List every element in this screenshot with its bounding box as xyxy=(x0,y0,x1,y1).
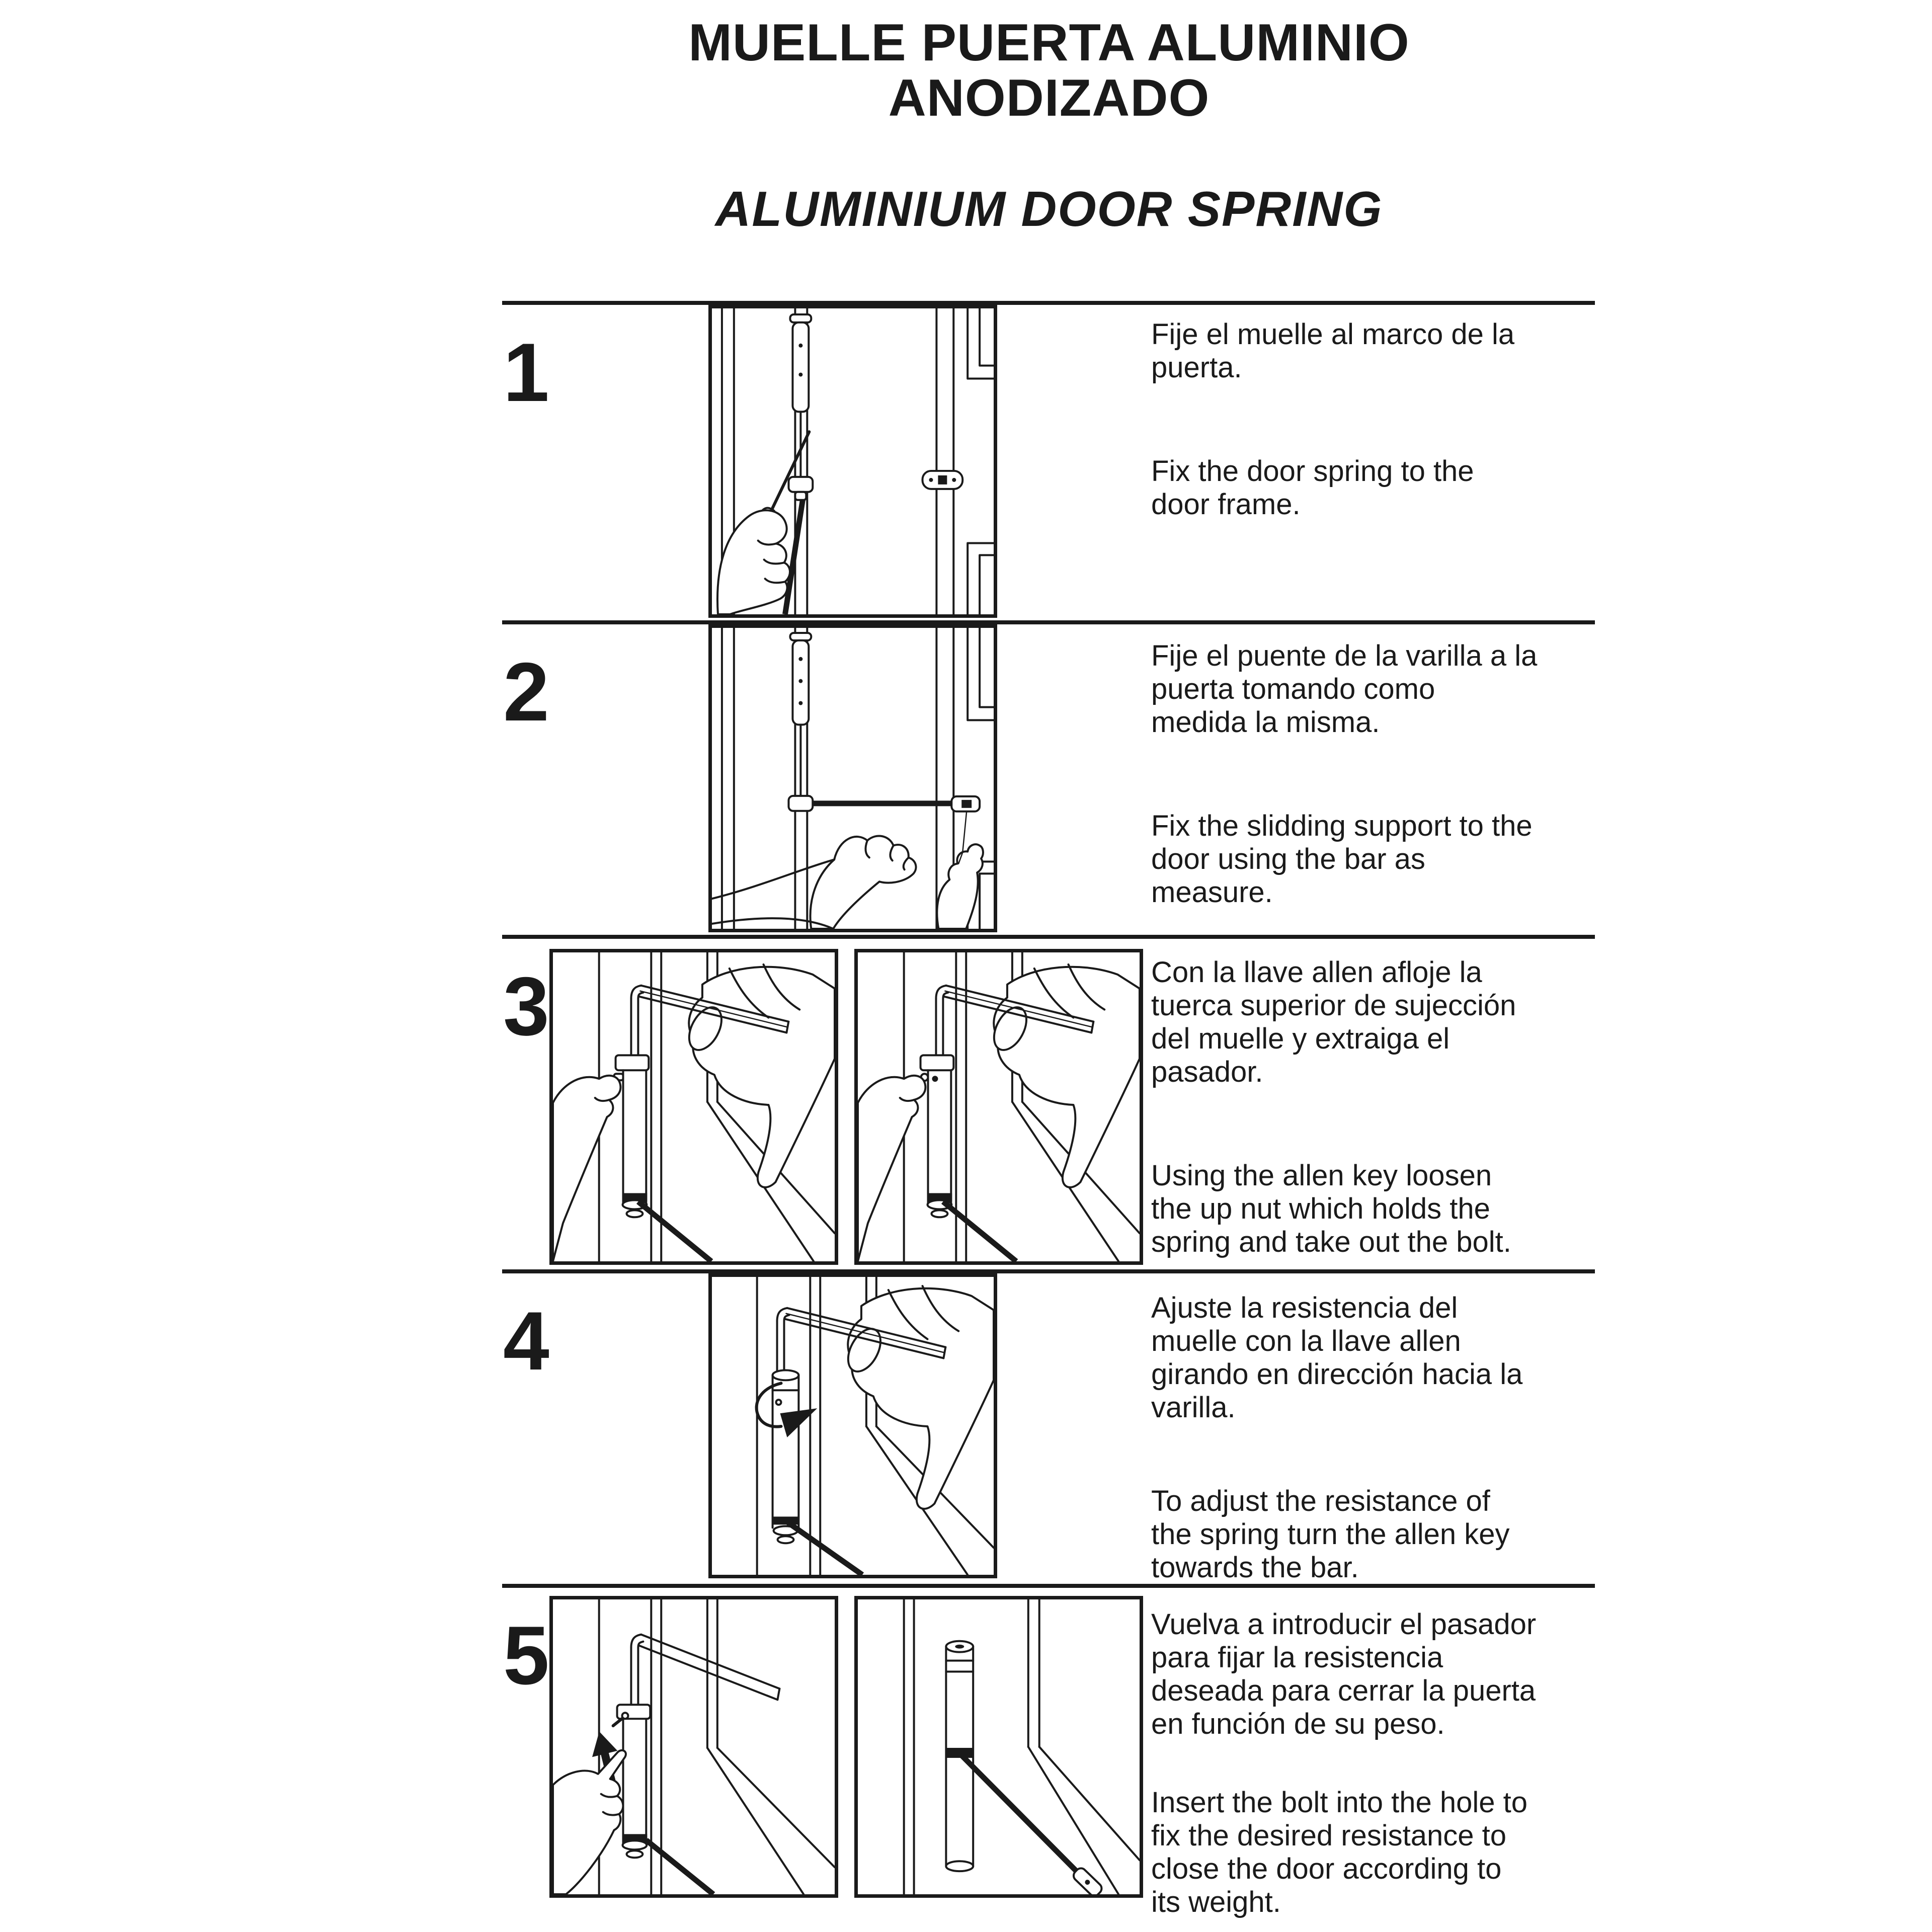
step-3-illustration-a xyxy=(549,949,838,1265)
step-5-instruction-en: Insert the bolt into the hole to fix the desired resistance to close the door according to its weight. xyxy=(1151,1786,1528,1918)
step-2-number: 2 xyxy=(503,646,549,738)
hand-pinching-icon xyxy=(858,1076,925,1261)
step-3-instruction-en: Using the allen key loosen the up nut which holds the spring and take out the bolt. xyxy=(1151,1159,1511,1258)
step-2-illustration xyxy=(708,624,997,932)
step-4-instruction-en: To adjust the resistance of the spring turn the allen key towards the bar. xyxy=(1151,1485,1510,1584)
spring-icon xyxy=(788,314,813,500)
hand-holding-cord-icon xyxy=(937,844,983,929)
step-4-number: 4 xyxy=(503,1295,549,1387)
title-line-2: ANODIZADO xyxy=(888,69,1210,127)
title-line-1: MUELLE PUERTA ALUMINIO xyxy=(688,14,1410,72)
spring-bar xyxy=(785,500,802,614)
hand-holding-key-icon xyxy=(683,964,835,1187)
door-frame xyxy=(904,1599,1140,1894)
finished-spring-drawing xyxy=(858,1599,1140,1894)
step-row-4 xyxy=(502,1269,1595,1589)
step-4-illustration xyxy=(708,1273,997,1578)
hand-holding-key-icon xyxy=(842,1286,994,1509)
allen-key-icon xyxy=(631,1635,779,1705)
adjust-resistance-drawing xyxy=(712,1277,994,1575)
spring-icon xyxy=(946,1641,973,1871)
hand-icon xyxy=(717,510,790,614)
step-5-instruction-es: Vuelva a introducir el pasador para fijar la resistencia deseada para cerrar la puerta en función de su peso. xyxy=(1151,1608,1537,1740)
step-row-5 xyxy=(502,1584,1595,1932)
step-3-instruction-es: Con la llave allen afloje la tuerca superior de sujección del muelle y extraiga el pasador. xyxy=(1151,956,1516,1088)
step-5-illustration-b xyxy=(854,1596,1143,1898)
spring-bar xyxy=(943,1201,1016,1261)
spring-bar xyxy=(788,1522,862,1575)
spring-icon xyxy=(773,1370,799,1543)
door-spring-install-drawing xyxy=(712,308,994,614)
step-5-number: 5 xyxy=(503,1609,549,1702)
spring-bar xyxy=(961,1755,1084,1879)
spring-bar xyxy=(638,1201,711,1261)
step-1-number: 1 xyxy=(503,326,549,419)
step-3-text xyxy=(1151,956,1539,1259)
bar-end-fitting xyxy=(1071,1866,1104,1894)
step-1-illustration xyxy=(708,305,997,618)
step-5-illustration-a xyxy=(549,1596,838,1898)
page-title xyxy=(503,15,1595,126)
bar-support-drawing xyxy=(712,628,994,929)
step-2-instruction-es: Fije el puente de la varilla a la puerta tomando como medida la misma. xyxy=(1151,639,1538,739)
spring-icon xyxy=(617,1705,651,1858)
step-5-text xyxy=(1151,1608,1539,1919)
step-2-text xyxy=(1151,639,1539,909)
hand-holding-bar-icon xyxy=(712,836,916,929)
hand-holding-key-icon xyxy=(988,964,1140,1187)
step-row-3 xyxy=(502,935,1595,1274)
rotation-arrow-icon xyxy=(757,1383,818,1437)
step-1-instruction-en: Fix the door spring to the door frame. xyxy=(1151,455,1474,521)
step-3-number: 3 xyxy=(503,960,549,1053)
step-3-illustration-b xyxy=(854,949,1143,1265)
hand-pointing-icon xyxy=(553,1750,626,1894)
page-subtitle: ALUMINIUM DOOR SPRING xyxy=(715,181,1383,236)
step-row-1 xyxy=(502,301,1595,625)
step-4-text xyxy=(1151,1292,1539,1584)
step-1-text xyxy=(1151,318,1539,521)
bolt-removed-drawing xyxy=(858,952,1140,1261)
step-4-instruction-es: Ajuste la resistencia del muelle con la llave allen girando en dirección hacia la varilla. xyxy=(1151,1292,1523,1424)
step-2-instruction-en: Fix the slidding support to the door using the bar as measure. xyxy=(1151,810,1533,909)
spring-bar xyxy=(646,1840,713,1894)
spring-icon xyxy=(788,633,813,811)
latch-plate xyxy=(923,471,963,489)
step-row-2 xyxy=(502,620,1595,940)
allen-key-loosen-drawing xyxy=(553,952,835,1261)
step-1-instruction-es: Fije el muelle al marco de la puerta. xyxy=(1151,318,1515,384)
insert-bolt-drawing xyxy=(553,1599,835,1894)
hand-pinching-icon xyxy=(553,1076,620,1261)
